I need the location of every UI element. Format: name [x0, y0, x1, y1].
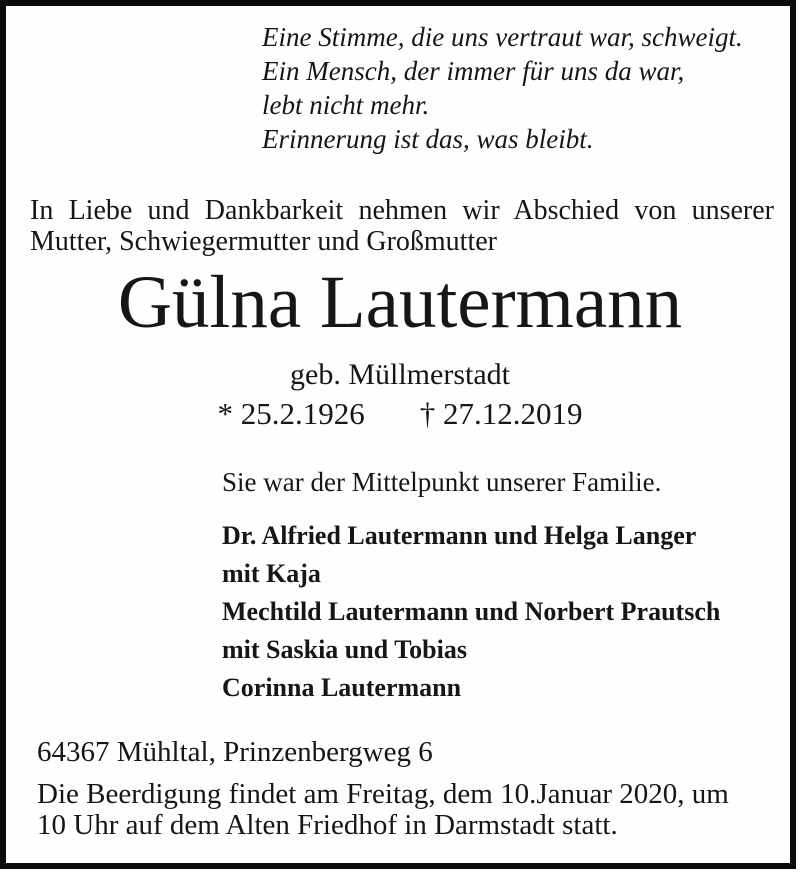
mourner-line: mit Kaja — [222, 559, 321, 588]
deceased-name: Gülna Lautermann — [117, 261, 683, 344]
tribute-line: Sie war der Mittelpunkt unserer Familie. — [222, 467, 662, 497]
birth-date — [218, 396, 365, 432]
death-date — [420, 396, 583, 432]
epigraph-line: lebt nicht mehr. — [262, 90, 430, 120]
mourner-line: Dr. Alfried Lautermann und Helga Langer — [222, 521, 697, 550]
mourner-line: mit Saskia und Tobias — [222, 635, 467, 664]
epigraph-line: Erinnerung ist das, was bleibt. — [262, 124, 594, 154]
epigraph-line: Ein Mensch, der immer für uns da war, — [262, 56, 685, 86]
death-dagger-symbol: † — [419, 396, 436, 431]
born-star-symbol: * — [217, 396, 233, 431]
mourner-line: Mechtild Lautermann und Norbert Prautsch — [222, 597, 721, 626]
birth-date-value: 25.2.1926 — [240, 396, 365, 431]
mourners-list — [222, 517, 720, 707]
maiden-name: geb. Müllmerstadt — [290, 358, 510, 391]
life-dates — [0, 396, 800, 432]
funeral-announcement: Die Beerdigung findet am Freitag, dem 10.Januar 2020, um 10 Uhr auf dem Alten Friedhof in Darmstadt statt. — [37, 778, 729, 841]
mourner-line: Corinna Lautermann — [222, 673, 462, 702]
epigraph-poem — [262, 20, 743, 156]
family-address: 64367 Mühltal, Prinzenbergweg 6 — [37, 736, 433, 768]
epigraph-line: Eine Stimme, die uns vertraut war, schweigt. — [262, 22, 743, 52]
farewell-intro-text: In Liebe und Dankbarkeit nehmen wir Abschied von unserer Mutter, Schwiegermutter und Großmutter — [30, 195, 774, 257]
death-date-value: 27.12.2019 — [443, 396, 583, 431]
